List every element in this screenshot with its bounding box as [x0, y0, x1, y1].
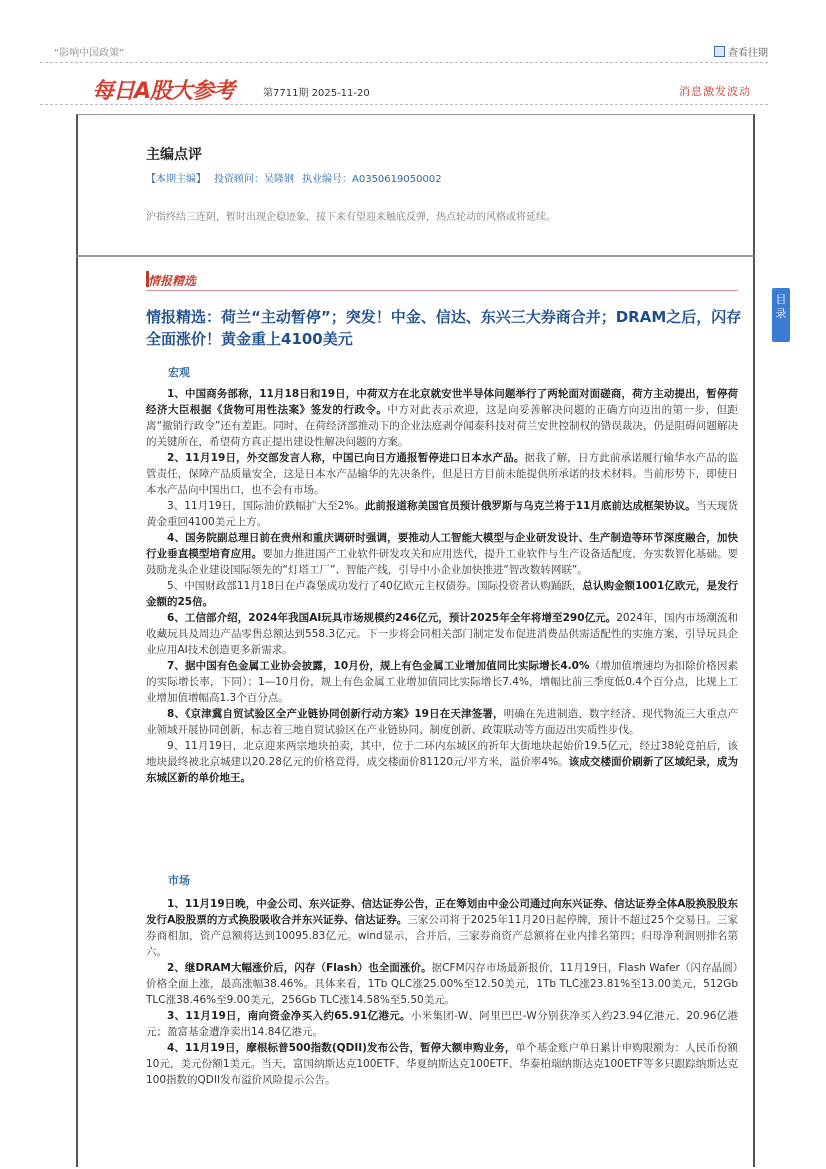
- item-text: 3、11月19日，国际油价跌幅扩大至2%。: [167, 500, 365, 512]
- item-emphasis: 6、工信部介绍，2024年我国AI玩具市场规模约246亿元，预计2025年全年将增至290亿元。: [167, 612, 617, 624]
- item-text: 中方对此表示欢迎，这是向妥善解决问题的正确方向迈出的第一步，但距离“撤销行政令”还有差距。同时，在荷经济部推动下的企业法庭剥夺闻泰科技对荷兰安世控制权的错误裁决，仍是阻碍问题解决的关键所在，希望荷方真正提出建设性解决问题的方案。: [146, 404, 739, 448]
- item-emphasis: 4、国务院副总理日前在贵州和重庆调研时强调，要推动人工智能大模型与企业研发设计、生产制造等环节深度融合，加快行业垂直模型培育应用。: [146, 532, 738, 560]
- list-item: [146, 578, 738, 610]
- item-emphasis: 该成交楼面价刷新了区域纪录，成为东城区新的单价地王。: [146, 756, 739, 784]
- list-item: [146, 450, 738, 498]
- slogan: 消息激发波动: [679, 85, 751, 98]
- archive-link-label: 查看往期: [728, 48, 768, 59]
- article-headline: 情报精选：荷兰“主动暂停”；突发！中金、信达、东兴三大券商合并；DRAM之后，闪存全面涨价！黄金重上4100美元: [146, 308, 742, 348]
- item-text: 小米集团-W、阿里巴巴-W分别获净买入约23.94亿港元、20.96亿港元；盈富基金遭净卖出14.84亿港元。: [146, 1010, 738, 1038]
- editor-box: [76, 114, 755, 256]
- section-underline: [146, 290, 738, 291]
- macro-list: [146, 386, 738, 786]
- item-emphasis: 8、《京津冀自贸试验区全产业链协同创新行动方案》19日在天津签署，: [167, 708, 504, 720]
- list-item: [146, 960, 738, 1008]
- header-tagline: “影响中国政策”: [54, 48, 125, 59]
- item-text: 要加力推进国产工业软件研发攻关和应用迭代，提升工业软件与生产设备适配度，夯实数智化基础。要鼓励龙头企业建设国际领先的“灯塔工厂”、智能产线，引导中小企业加快推进“智改数转网联”。: [146, 548, 739, 576]
- market-list: [146, 896, 738, 1088]
- item-emphasis: 4、11月19日，摩根标普500指数(QDII)发布公告，暂停大额申购业务，: [167, 1042, 516, 1054]
- item-emphasis: 7、据中国有色金属工业协会披露，10月份，规上有色金属工业增加值同比实际增长4.0%: [167, 660, 590, 672]
- item-text: 5、中国财政部11月18日在卢森堡成功发行了40亿欧元主权债券。国际投资者认购踊跃，: [167, 580, 583, 592]
- item-emphasis: 1、中国商务部称，11月18日和19日，中荷双方在北京就安世半导体问题举行了两轮面对面磋商，荷方主动提出，暂停荷经济大臣根据《货物可用性法案》签发的行政令。: [146, 388, 738, 416]
- item-emphasis: 1、11月19日晚，中金公司、东兴证券、信达证券公告，正在筹划由中金公司通过向东兴证券、信达证券全体A股换股股东发行A股股票的方式换股吸收合并东兴证券、信达证券。: [146, 898, 738, 926]
- header-divider-bottom: [40, 104, 768, 105]
- editor-meta: [146, 170, 450, 185]
- list-item: [146, 706, 738, 738]
- item-text: 单个基金账户单日累计申购限额为：人民币份额10元，美元份额1美元。当天，富国纳斯达克100ETF、华夏纳斯达克100ETF、华泰柏瑞纳斯达克100ETF等多只跟踪纳斯达克100指数的QDII发布溢价风险提示公告。: [146, 1042, 739, 1086]
- list-item: [146, 1008, 738, 1040]
- list-item: [146, 738, 738, 786]
- list-item: [146, 610, 738, 658]
- editor-comment: 沪指终结三连阴，暂时出现企稳迹象，接下来有望迎来触底反弹，热点轮动的风格或将延续。: [146, 212, 556, 223]
- item-text: 9、11月19日，北京迎来两宗地块拍卖，其中，位于二环内东城区的祈年大街地块起始价19.5亿元，经过38轮竞拍后，该地块最终被北京城建以20.28亿元的价格竞得，成交楼面价81120元/平方米，溢价率4%。: [146, 740, 738, 768]
- brand-logo: 每日A股大参考: [92, 79, 235, 104]
- item-text: （增加值增速均为扣除价格因素的实际增长率，下同）；1—10月份，规上有色金属工业增加值同比实际增长7.4%，增幅比前三季度低0.4个百分点，比规上工业增加值增幅高1.3个百分点。: [146, 660, 738, 704]
- item-text: 当天现货黄金重回4100美元上方。: [146, 500, 738, 528]
- toc-tab[interactable]: 目录: [772, 288, 790, 342]
- item-emphasis: 3、11月19日，南向资金净买入约65.91亿港元。: [167, 1010, 411, 1022]
- section-label: 情报精选: [148, 274, 197, 288]
- item-emphasis: 2、继DRAM大幅涨价后，闪存（Flash）也全面涨价。: [167, 962, 432, 974]
- issue-number: 第7711期 2025-11-20: [263, 88, 370, 99]
- item-text: 据CFM闪存市场最新报价，11月19日，Flash Wafer（闪存晶圆）价格全面上涨，最高涨幅38.46%。具体来看，1Tb QLC涨25.00%至12.50美元，1Tb TLC涨23.81%至13.00美元，512Gb TLC涨38.46%至9.00美元，256Gb TLC涨14.58%至5.50美元。: [146, 962, 739, 1006]
- list-item: [146, 658, 738, 706]
- archive-link[interactable]: [714, 44, 768, 59]
- item-text: 三家公司将于2025年11月20日起停牌，预计不超过25个交易日。三家券商相加，资产总额将达到10095.83亿元。wind显示，合并后，三家券商资产总额将在业内排名第四；归母净利润则排名第六。: [146, 914, 738, 958]
- header-divider: [40, 62, 768, 63]
- list-item: [146, 498, 738, 530]
- item-text: 据我了解，日方此前承诺履行输华水产品的监管责任，保障产品质量安全，这是日本水产品输华的先决条件，但是日方目前未能提供所承诺的技术材料。当前形势下，即使日本水产品向中国出口，也不会有市场。: [146, 452, 739, 496]
- calendar-icon: [714, 46, 725, 57]
- editor-title: 主编点评: [146, 147, 202, 163]
- editor-license: 执业编号：A0350619050002: [302, 174, 442, 185]
- item-emphasis: 总认购金额1001亿欧元，是发行金额的25倍。: [146, 580, 738, 608]
- editor-advisor: 投资顾问：吴隆钢: [214, 174, 294, 185]
- item-text: 2024年，国内市场潮流和收藏玩具及周边产品零售总额达到558.3亿元。下一步将会同相关部门制定发布促进消费品供需适配性的实施方案，引导玩具企业应用AI技术创造更多新需求。: [146, 612, 738, 656]
- macro-heading: 宏观: [168, 366, 190, 379]
- list-item: [146, 386, 738, 450]
- editor-role: 【本期主编】: [146, 174, 206, 185]
- item-text: 明确在先进制造、数字经济、现代物流三大重点产业领域开展协同创新，标志着三地自贸试验区在产业链协同、制度创新、政策联动等方面迈出实质性步伐。: [146, 708, 739, 736]
- list-item: [146, 530, 738, 578]
- item-emphasis: 此前报道称美国官员预计俄罗斯与乌克兰将于11月底前达成框架协议。: [364, 500, 696, 512]
- item-emphasis: 2、11月19日，外交部发言人称，中国已向日方通报暂停进口日本水产品。: [167, 452, 525, 464]
- list-item: [146, 896, 738, 960]
- list-item: [146, 1040, 738, 1088]
- market-heading: 市场: [168, 874, 190, 887]
